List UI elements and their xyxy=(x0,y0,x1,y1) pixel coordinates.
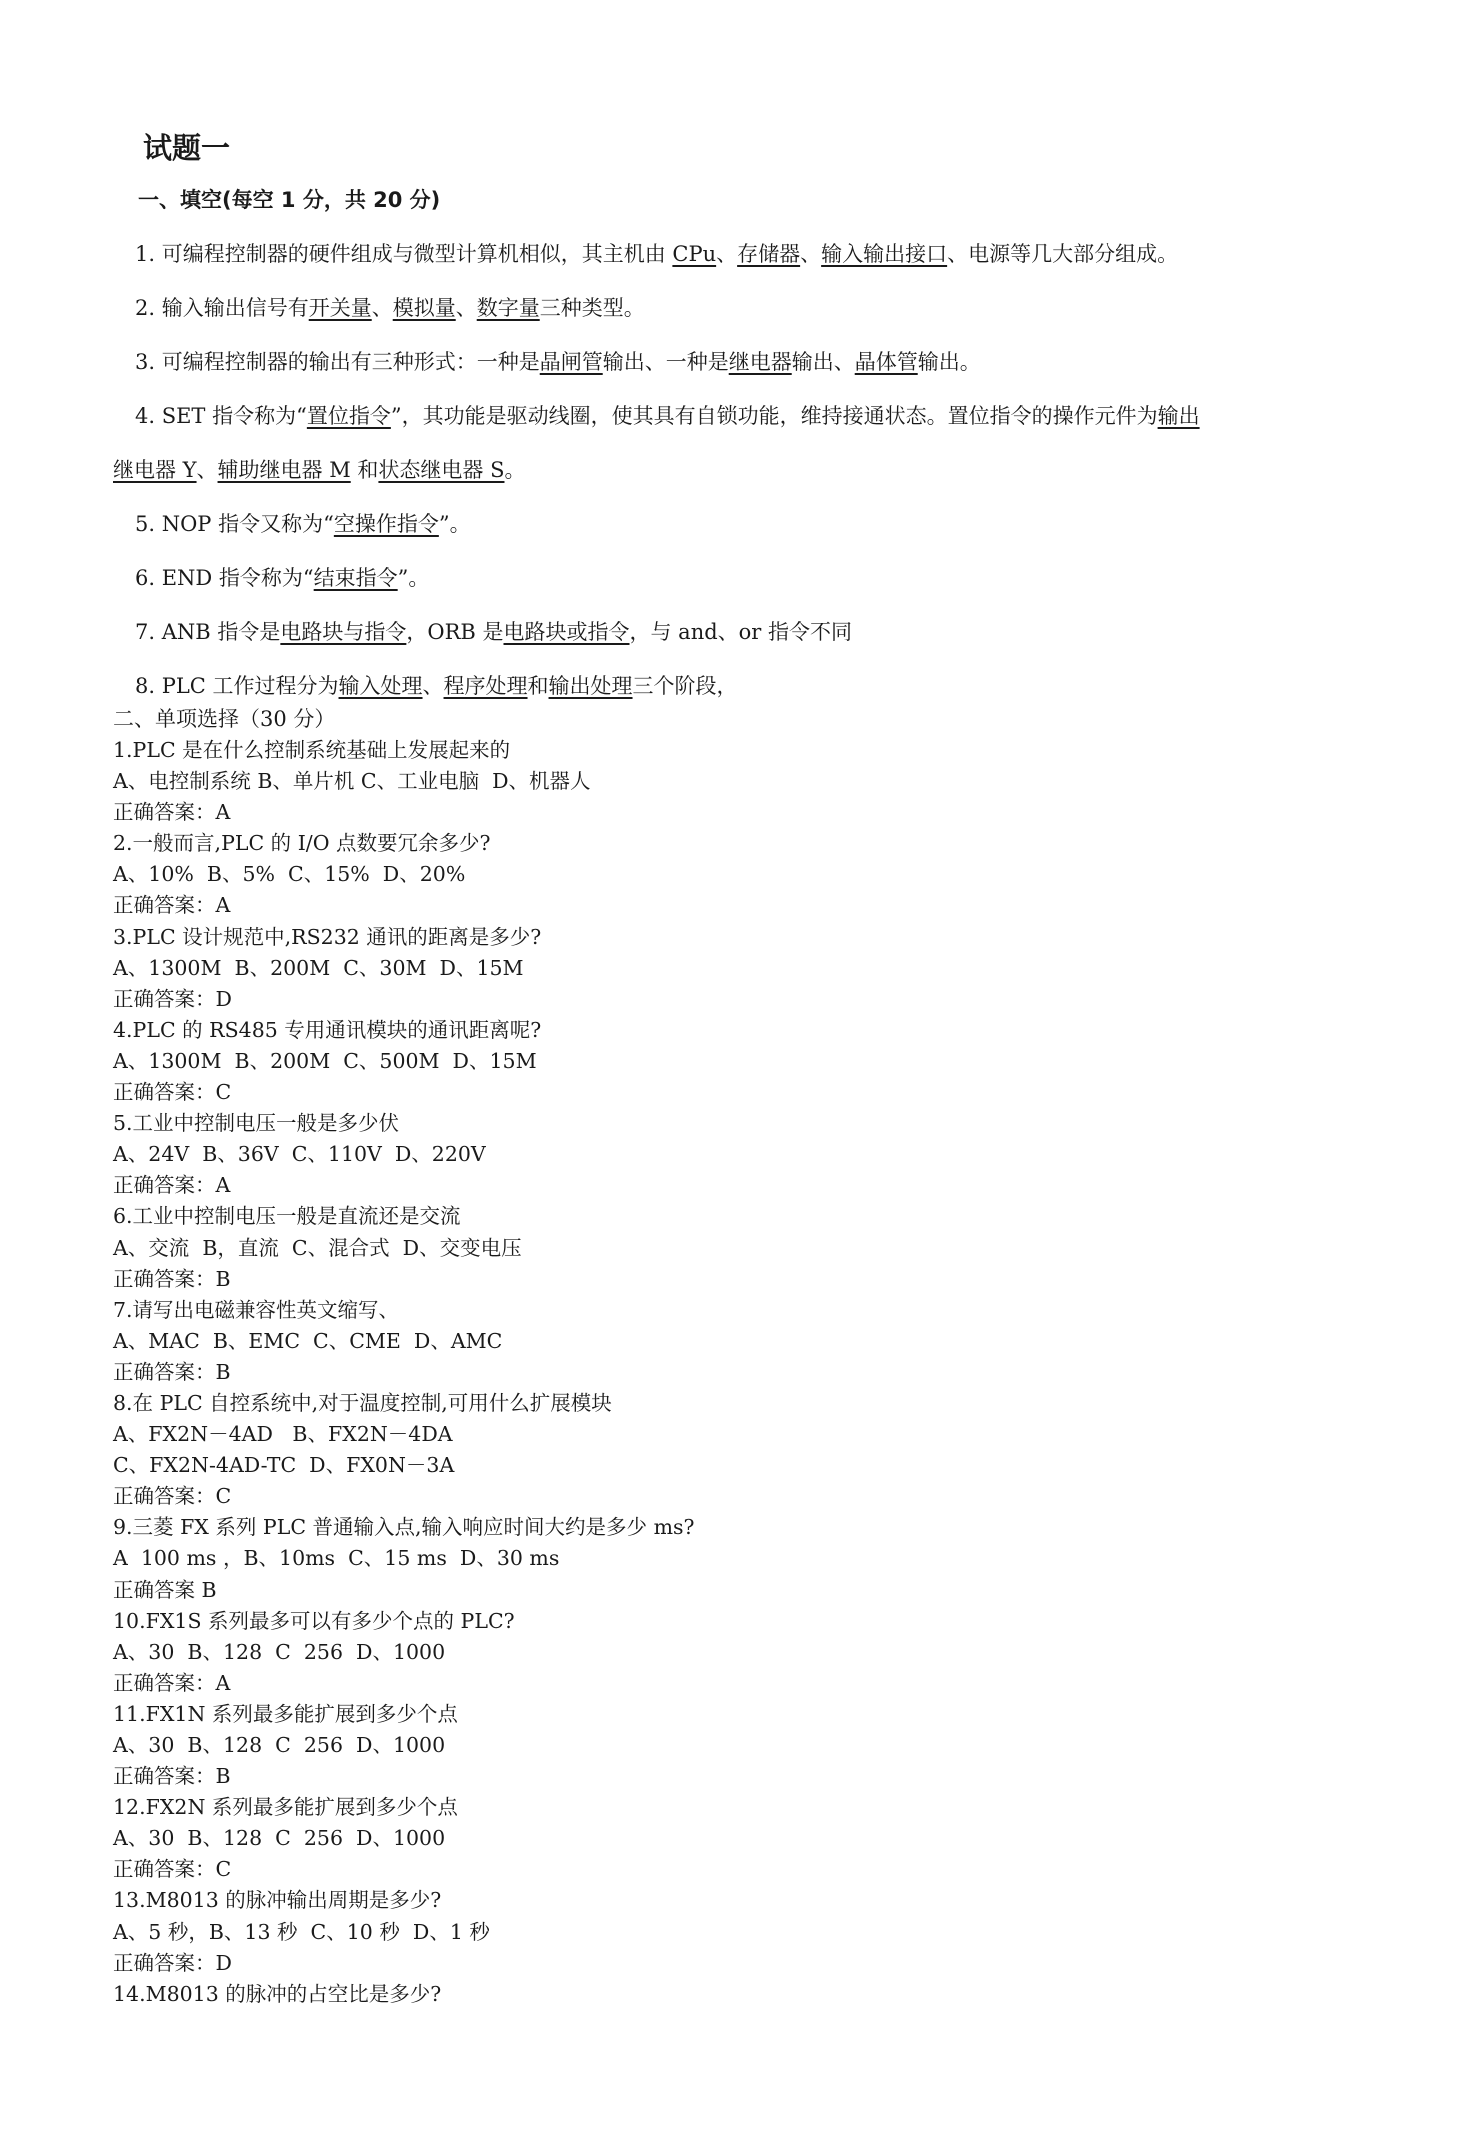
text-run: 输出、一种是 xyxy=(602,350,729,374)
options-line: A、30 B、128 C 256 D、1000 xyxy=(113,1733,446,1757)
section-fill-heading: 一、填空(每空 1 分，共 20 分) xyxy=(138,188,441,212)
question-line: 7.请写出电磁兼容性英文缩写、 xyxy=(113,1297,400,1322)
text-run: ”。 xyxy=(438,512,471,536)
options-line: A、30 B、128 C 256 D、1000 xyxy=(113,1826,446,1851)
question-line: 4.PLC 的 RS485 专用通讯模块的通讯距离呢? xyxy=(113,1017,542,1042)
answer-blank: 状态继电器 S xyxy=(378,458,505,482)
question-line: 12.FX2N 系列最多能扩展到多少个点 xyxy=(113,1795,458,1820)
text-run: 、 xyxy=(196,458,218,482)
answer-blank: 继电器 xyxy=(728,350,792,374)
answer-blank: 输出 xyxy=(1157,404,1200,428)
answer-blank: 置位指令 xyxy=(306,404,391,428)
answer-line: 正确答案：B xyxy=(113,1764,231,1789)
text-run: 三个阶段， xyxy=(632,674,738,698)
text-run: 、 xyxy=(455,296,477,320)
text-run: 2. 输入输出信号有 xyxy=(135,296,309,320)
fill-line xyxy=(113,350,981,374)
options-line: A、MAC B、EMC C、CME D、AMC xyxy=(113,1328,503,1353)
options-line: C、FX2N-4AD-TC D、FX0N－3A xyxy=(113,1453,455,1478)
fill-line xyxy=(113,512,471,536)
text-run: 4. SET 指令称为“ xyxy=(135,404,307,428)
question-line: 11.FX1N 系列最多能扩展到多少个点 xyxy=(113,1701,458,1726)
answer-line: 正确答案：A xyxy=(113,893,231,918)
answer-blank: 存储器 xyxy=(737,242,801,266)
text-run: ，ORB 是 xyxy=(406,620,504,644)
text-run: 3. 可编程控制器的输出有三种形式：一种是 xyxy=(135,350,540,374)
text-run: 和 xyxy=(527,674,549,698)
answer-blank: 程序处理 xyxy=(443,674,528,698)
text-run: 7. ANB 指令是 xyxy=(135,620,281,644)
options-line: A、FX2N－4AD B、FX2N－4DA xyxy=(113,1422,453,1447)
answer-line: 正确答案：A xyxy=(113,800,231,825)
question-line: 8.在 PLC 自控系统中,对于温度控制,可用什么扩展模块 xyxy=(113,1390,612,1415)
fill-item-4 xyxy=(113,389,1363,443)
text-run: ”。 xyxy=(397,566,430,590)
answer-line: 正确答案：C xyxy=(113,1080,232,1105)
fill-line xyxy=(113,242,1178,266)
answer-blank: 空操作指令 xyxy=(333,512,439,536)
answer-blank: 辅助继电器 M xyxy=(217,458,351,482)
text-run: 输出、 xyxy=(791,350,855,374)
section-choice-heading: 二、单项选择（30 分） xyxy=(113,707,336,731)
fill-item-5 xyxy=(113,497,1363,551)
fill-item-6 xyxy=(113,551,1363,605)
fill-item-3 xyxy=(113,335,1363,389)
answer-line: 正确答案：B xyxy=(113,1266,231,1291)
answer-line: 正确答案：C xyxy=(113,1857,232,1882)
text-run: 、 xyxy=(716,242,738,266)
options-line: A、1300M B、200M C、30M D、15M xyxy=(113,955,524,980)
options-line: A、1300M B、200M C、500M D、15M xyxy=(113,1048,537,1073)
text-run: 1. 可编程控制器的硬件组成与微型计算机相似，其主机由 xyxy=(135,242,673,266)
text-run: 、 xyxy=(800,242,822,266)
answer-blank: 输入输出接口 xyxy=(821,242,948,266)
fill-line xyxy=(113,404,1200,428)
answer-blank: 输入处理 xyxy=(338,674,423,698)
answer-line: 正确答案：A xyxy=(113,1670,231,1695)
text-run: 。 xyxy=(504,458,526,482)
question-line: 13.M8013 的脉冲输出周期是多少? xyxy=(113,1888,442,1913)
options-line: A、24V B、36V C、110V D、220V xyxy=(113,1142,486,1167)
text-run: 输出。 xyxy=(917,350,981,374)
answer-blank: 继电器 Y xyxy=(113,458,197,482)
text-run: 5. NOP 指令又称为“ xyxy=(135,512,334,536)
fill-item-1 xyxy=(113,227,1363,281)
question-line: 9.三菱 FX 系列 PLC 普通输入点,输入响应时间大约是多少 ms? xyxy=(113,1515,695,1540)
text-run: ”，其功能是驱动线圈，使其具有自锁功能，维持接通状态。置位指令的操作元件为 xyxy=(390,404,1158,428)
answer-line: 正确答案：D xyxy=(113,986,232,1011)
answer-blank: 晶体管 xyxy=(854,350,918,374)
question-line: 5.工业中控制电压一般是多少伏 xyxy=(113,1111,400,1136)
page-title: 试题一 xyxy=(143,131,231,165)
answer-line: 正确答案：B xyxy=(113,1359,231,1384)
answer-blank: 模拟量 xyxy=(392,296,456,320)
question-line: 1.PLC 是在什么控制系统基础上发展起来的 xyxy=(113,738,511,762)
choice-question-list xyxy=(113,735,1363,2010)
question-line: 10.FX1S 系列最多可以有多少个点的 PLC? xyxy=(113,1608,515,1633)
options-line: A、10% B、5% C、15% D、20% xyxy=(113,862,466,887)
options-line: A 100 ms ，B、10ms C、15 ms D、30 ms xyxy=(113,1546,560,1571)
answer-blank: CPu xyxy=(672,242,717,266)
text-run: 6. END 指令称为“ xyxy=(135,566,314,590)
answer-blank: 输出处理 xyxy=(548,674,633,698)
fill-item-2 xyxy=(113,281,1363,335)
answer-blank: 数字量 xyxy=(476,296,540,320)
question-line: 14.M8013 的脉冲的占空比是多少? xyxy=(113,1981,442,2006)
text-run: 、电源等几大部分组成。 xyxy=(947,242,1179,266)
options-line: A、交流 B，直流 C、混合式 D、交变电压 xyxy=(113,1235,522,1260)
answer-blank: 电路块或指令 xyxy=(503,620,630,644)
text-run: 、 xyxy=(371,296,393,320)
answer-blank: 开关量 xyxy=(308,296,372,320)
text-run: 8. PLC 工作过程分为 xyxy=(135,674,339,698)
fill-line xyxy=(113,458,525,482)
question-line: 2.一般而言,PLC 的 I/O 点数要冗余多少? xyxy=(113,831,491,856)
fill-line xyxy=(113,620,852,644)
answer-line: 正确答案 B xyxy=(113,1577,217,1602)
answer-line: 正确答案：A xyxy=(113,1173,231,1198)
text-run: 和 xyxy=(350,458,379,482)
question-line: 6.工业中控制电压一般是直流还是交流 xyxy=(113,1204,461,1229)
text-run: ，与 and、or 指令不同 xyxy=(629,620,853,644)
fill-item-7 xyxy=(113,605,1363,659)
fill-line xyxy=(113,566,429,590)
options-line: A、30 B、128 C 256 D、1000 xyxy=(113,1639,446,1664)
answer-blank: 晶闸管 xyxy=(539,350,603,374)
answer-line: 正确答案：C xyxy=(113,1484,232,1509)
question-line: 3.PLC 设计规范中,RS232 通讯的距离是多少? xyxy=(113,924,542,949)
fill-item-4-continued xyxy=(113,443,1363,497)
text-run: 、 xyxy=(422,674,444,698)
fill-line xyxy=(113,296,645,320)
answer-blank: 电路块与指令 xyxy=(280,620,407,644)
options-line: A、5 秒，B、13 秒 C、10 秒 D、1 秒 xyxy=(113,1919,490,1944)
fill-line xyxy=(113,674,738,698)
text-run: 三种类型。 xyxy=(539,296,645,320)
options-line: A、电控制系统 B、单片机 C、工业电脑 D、机器人 xyxy=(113,769,591,794)
answer-line: 正确答案：D xyxy=(113,1950,232,1975)
answer-blank: 结束指令 xyxy=(313,566,398,590)
